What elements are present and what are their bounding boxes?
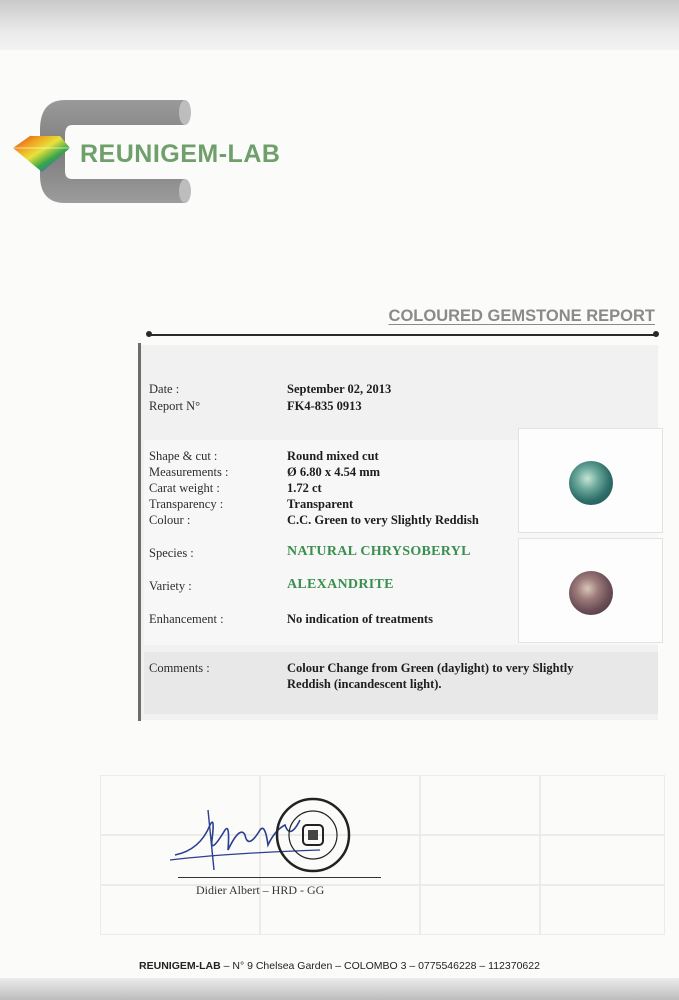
- carat-weight-value: 1.72 ct: [287, 481, 322, 495]
- signer-name: Didier Albert – HRD - GG: [196, 883, 325, 897]
- lab-brand-name: REUNIGEM-LAB: [80, 140, 281, 168]
- comments-line-1: Colour Change from Green (daylight) to very Slightly: [287, 661, 574, 675]
- report-title: COLOURED GEMSTONE REPORT: [388, 307, 655, 325]
- date-label: Date :: [149, 382, 180, 396]
- colour-label: Colour :: [149, 513, 191, 527]
- gem-photo-daylight: [518, 428, 663, 533]
- shape-cut-label: Shape & cut :: [149, 449, 218, 463]
- species-label: Species :: [149, 546, 194, 560]
- divider-dot-right: [653, 331, 659, 337]
- gem-green-image: [569, 461, 613, 505]
- signature-with-seal: [170, 795, 370, 880]
- transparency-value: Transparent: [287, 497, 354, 511]
- enhancement-label: Enhancement :: [149, 612, 224, 626]
- shape-cut-value: Round mixed cut: [287, 449, 379, 463]
- signature-line: [178, 877, 381, 878]
- date-value: September 02, 2013: [287, 382, 392, 396]
- divider-dot-left: [146, 331, 152, 337]
- variety-value: ALEXANDRITE: [287, 577, 394, 592]
- title-divider: [148, 334, 658, 336]
- gem-photo-incandescent: [518, 538, 663, 643]
- variety-label: Variety :: [149, 579, 192, 593]
- colour-value: C.C. Green to very Slightly Reddish: [287, 513, 479, 527]
- comments-label: Comments :: [149, 661, 210, 675]
- gem-reddish-image: [569, 571, 613, 615]
- measurements-label: Measurements :: [149, 465, 229, 479]
- species-value: NATURAL CHRYSOBERYL: [287, 544, 471, 559]
- top-scan-border: [0, 0, 679, 50]
- carat-weight-label: Carat weight :: [149, 481, 220, 495]
- comments-line-2: Reddish (incandescent light).: [287, 677, 442, 691]
- footer-contact: – N° 9 Chelsea Garden – COLOMBO 3 – 0775546228 – 112370622: [220, 960, 540, 972]
- transparency-label: Transparency :: [149, 497, 224, 511]
- footer-brand: REUNIGEM-LAB: [139, 960, 221, 972]
- measurements-value: Ø 6.80 x 4.54 mm: [287, 465, 381, 479]
- report-number-value: FK4-835 0913: [287, 399, 362, 413]
- report-number-label: Report N°: [149, 399, 201, 413]
- enhancement-value: No indication of treatments: [287, 612, 433, 626]
- footer-address: [0, 960, 679, 972]
- panel-left-edge: [138, 343, 141, 721]
- bottom-scan-border: [0, 978, 679, 1000]
